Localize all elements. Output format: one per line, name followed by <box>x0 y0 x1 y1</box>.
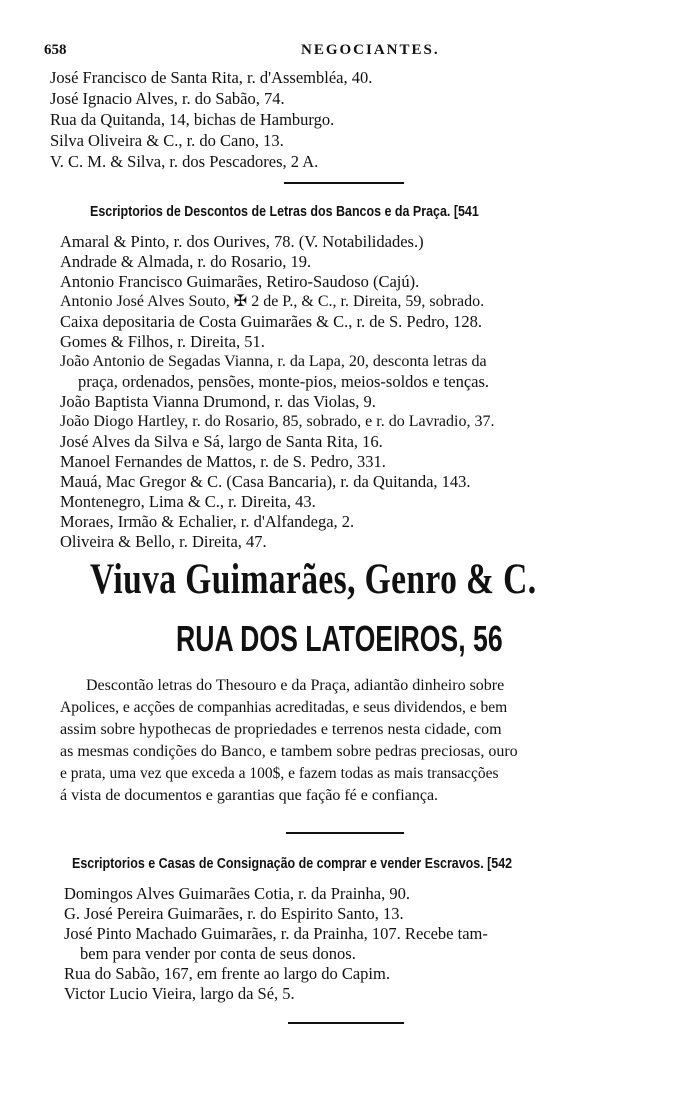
list-item: Antonio Francisco Guimarães, Retiro-Saudoso (Cajú). <box>60 272 420 291</box>
list-item: Rua da Quitanda, 14, bichas de Hamburgo. <box>50 110 335 129</box>
advert-line: Apolices, e acções de companhias acreditadas, e seus dividendos, e bem <box>60 699 508 716</box>
advert-line: e prata, uma vez que exceda a 100$, e fazem todas as mais transacções <box>60 765 499 782</box>
list-item: bem para vender por conta de seus donos. <box>80 944 356 963</box>
divider <box>288 1022 404 1024</box>
list-item: Domingos Alves Guimarães Cotia, r. da Prainha, 90. <box>64 884 410 903</box>
list-item: Antonio José Alves Souto, ✠ 2 de P., & C., r. Direita, 59, sobrado. <box>60 293 485 310</box>
list-item: José Ignacio Alves, r. do Sabão, 74. <box>50 89 285 108</box>
list-item: Moraes, Irmão & Echalier, r. d'Alfandega, 2. <box>60 512 355 531</box>
advert-line: assim sobre hypothecas de propriedades e terrenos nesta cidade, com <box>60 721 502 738</box>
list-item: Amaral & Pinto, r. dos Ourives, 78. (V. Notabilidades.) <box>60 232 424 251</box>
list-item: praça, ordenados, pensões, monte-pios, meios-soldos e tenças. <box>78 372 490 391</box>
list-item: José Alves da Silva e Sá, largo de Santa Rita, 16. <box>60 432 383 451</box>
advert-line: Descontão letras do Thesouro e da Praça, adiantão dinheiro sobre <box>86 677 505 694</box>
list-item: Caixa depositaria de Costa Guimarães & C., r. de S. Pedro, 128. <box>60 312 483 331</box>
list-item: Gomes & Filhos, r. Direita, 51. <box>60 332 265 351</box>
advert-address: RUA DOS LATOEIROS, 56 <box>176 618 503 659</box>
list-item: Silva Oliveira & C., r. do Cano, 13. <box>50 131 284 150</box>
section-title-descontos: Escriptorios de Descontos de Letras dos Bancos e da Praça. [541 <box>90 204 479 220</box>
divider <box>284 182 404 184</box>
list-item: Victor Lucio Vieira, largo da Sé, 5. <box>64 984 295 1003</box>
list-item: G. José Pereira Guimarães, r. do Espirito Santo, 13. <box>64 904 404 923</box>
list-item: João Diogo Hartley, r. do Rosario, 85, sobrado, e r. do Lavradio, 37. <box>60 413 495 430</box>
list-item: José Pinto Machado Guimarães, r. da Prainha, 107. Recebe tam- <box>64 924 488 943</box>
page-header <box>44 42 644 64</box>
list-item: João Antonio de Segadas Vianna, r. da Lapa, 20, desconta letras da <box>60 353 487 370</box>
list-item: Montenegro, Lima & C., r. Direita, 43. <box>60 492 316 511</box>
list-item: Mauá, Mac Gregor & C. (Casa Bancaria), r. da Quitanda, 143. <box>60 472 471 491</box>
list-item: Oliveira & Bello, r. Direita, 47. <box>60 532 267 551</box>
advert-firm-name: Viuva Guimarães, Genro & C. <box>90 556 537 603</box>
page-title: NEGOCIANTES. <box>301 42 440 58</box>
section-title-escravos: Escriptorios e Casas de Consignação de comprar e vender Escravos. [542 <box>72 856 513 872</box>
list-item: V. C. M. & Silva, r. dos Pescadores, 2 A. <box>50 152 319 171</box>
list-item: José Francisco de Santa Rita, r. d'Assembléa, 40. <box>50 68 373 87</box>
divider <box>286 832 404 834</box>
page-number: 658 <box>44 42 67 58</box>
advert-line: as mesmas condições do Banco, e tambem sobre pedras preciosas, ouro <box>60 743 518 760</box>
list-item: Rua do Sabão, 167, em frente ao largo do Capim. <box>64 964 390 983</box>
advert-line: á vista de documentos e garantias que fação fé e confiança. <box>60 787 439 804</box>
list-item: Andrade & Almada, r. do Rosario, 19. <box>60 252 312 271</box>
list-item: João Baptista Vianna Drumond, r. das Violas, 9. <box>60 392 376 411</box>
list-item: Manoel Fernandes de Mattos, r. de S. Pedro, 331. <box>60 452 386 471</box>
